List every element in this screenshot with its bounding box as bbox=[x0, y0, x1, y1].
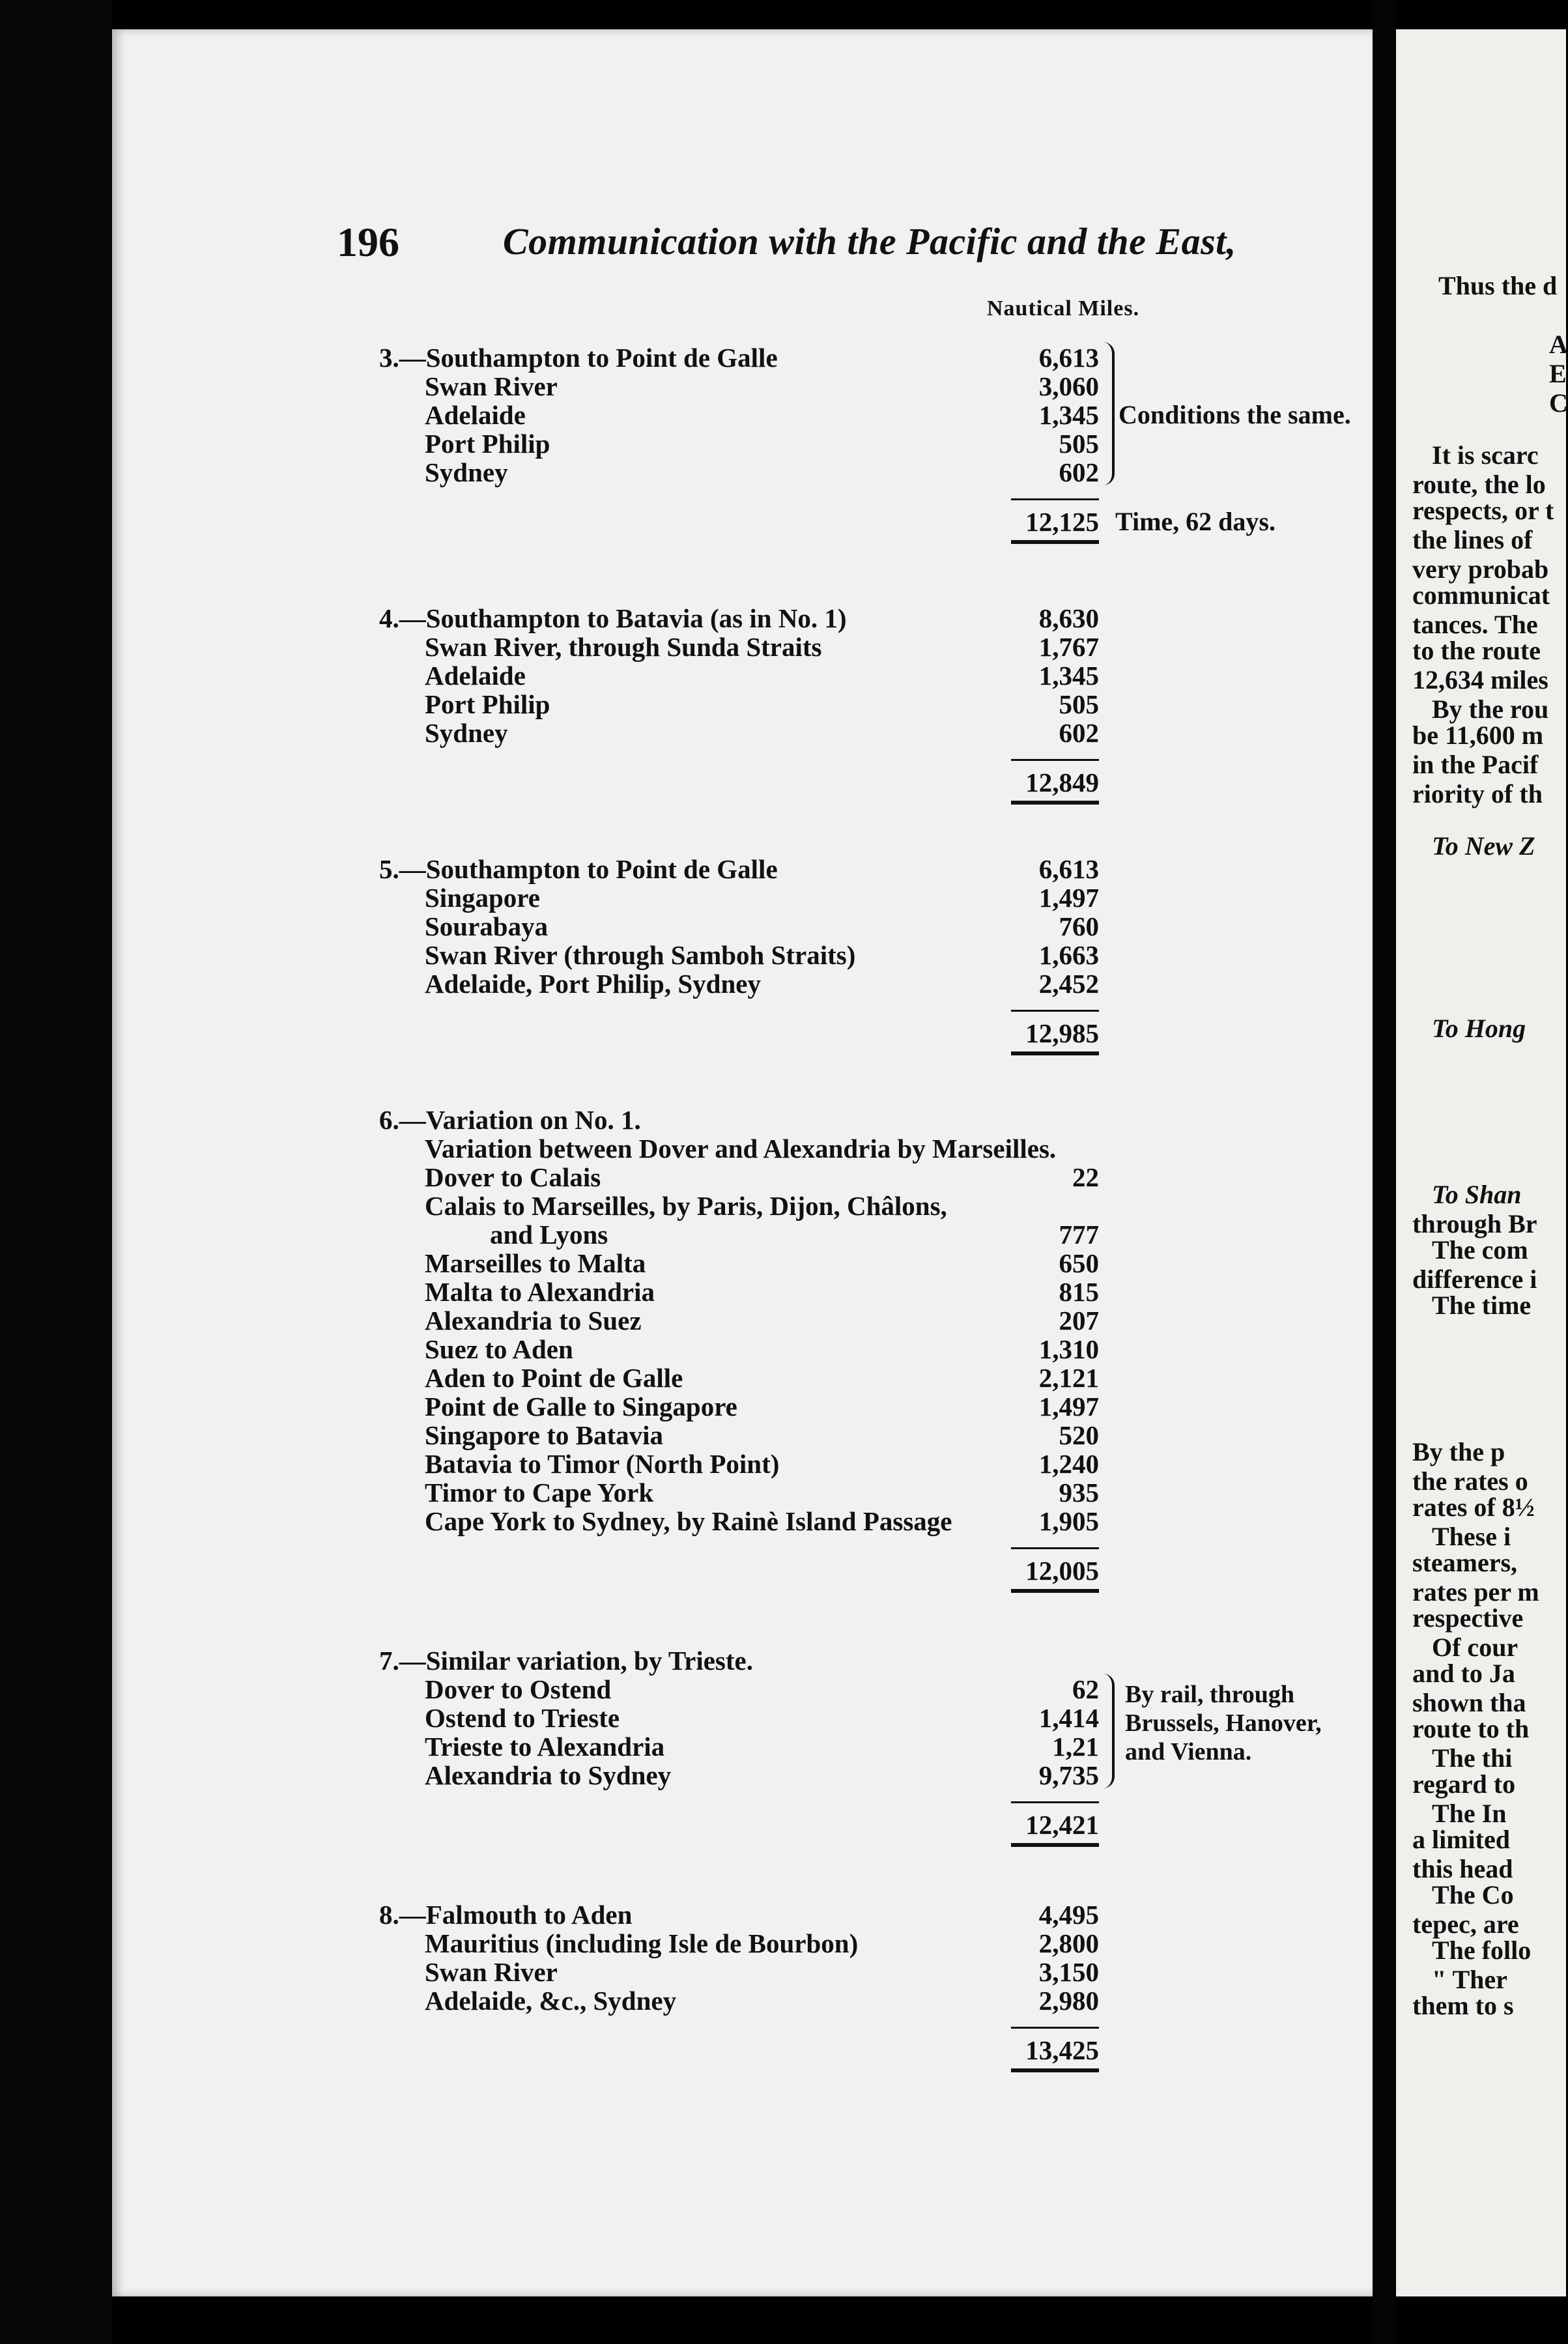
route-row-distance: 2,980 bbox=[1038, 1986, 1099, 2016]
right-page-line: By the p bbox=[1412, 1437, 1505, 1466]
route-row-label: Batavia to Timor (North Point) bbox=[425, 1449, 780, 1479]
right-page-line: and to Ja bbox=[1412, 1659, 1515, 1688]
right-page-line: them to s bbox=[1412, 1991, 1514, 2020]
route-row-label: 6.—Variation on No. 1. bbox=[379, 1105, 641, 1135]
route-row-label: Aden to Point de Galle bbox=[425, 1363, 683, 1393]
right-page-line: The thi bbox=[1432, 1743, 1513, 1773]
route-row-label: Cape York to Sydney, by Rainè Island Passage bbox=[425, 1506, 952, 1536]
route-row-distance: 2,452 bbox=[1038, 969, 1099, 999]
brace-note-line: By rail, through bbox=[1125, 1681, 1295, 1708]
right-page-line: The In bbox=[1432, 1799, 1507, 1828]
route-row-label: Malta to Alexandria bbox=[425, 1277, 655, 1307]
route-row-distance: 650 bbox=[1059, 1248, 1099, 1278]
route-row-label: Point de Galle to Singapore bbox=[425, 1392, 737, 1422]
route-row-label: Mauritius (including Isle de Bourbon) bbox=[425, 1928, 859, 1958]
right-page-line: route, the lo bbox=[1412, 470, 1546, 499]
route-row-distance: 3,150 bbox=[1038, 1957, 1099, 1987]
right-page-line: shown tha bbox=[1412, 1688, 1526, 1717]
route-row-distance: 1,767 bbox=[1038, 632, 1099, 662]
route-total: 12,421 bbox=[1025, 1810, 1099, 1840]
right-page-line: C bbox=[1549, 388, 1568, 418]
route-row-label: Alexandria to Sydney bbox=[425, 1760, 672, 1790]
double-rule bbox=[1011, 1589, 1099, 1593]
route-row-label: Suez to Aden bbox=[425, 1334, 573, 1364]
double-rule bbox=[1011, 1051, 1099, 1055]
right-page-line: To Shan bbox=[1432, 1180, 1522, 1209]
right-page-line: A bbox=[1549, 330, 1568, 359]
right-page-line: this head bbox=[1412, 1854, 1513, 1883]
route-row-distance: 2,800 bbox=[1038, 1928, 1099, 1958]
right-page-line: through Br bbox=[1412, 1209, 1537, 1238]
route-row-distance: 6,613 bbox=[1038, 854, 1099, 884]
sum-rule bbox=[1011, 1801, 1099, 1803]
route-row-label: Swan River bbox=[425, 1957, 558, 1987]
right-page-line: be 11,600 m bbox=[1412, 721, 1544, 750]
double-rule bbox=[1011, 540, 1099, 544]
double-rule bbox=[1011, 2068, 1099, 2072]
route-row-label: Dover to Calais bbox=[425, 1162, 601, 1192]
route-row-distance: 602 bbox=[1059, 718, 1099, 748]
route-row-distance: 8,630 bbox=[1038, 603, 1099, 633]
route-row-label: Adelaide bbox=[425, 400, 526, 430]
right-page-line: The com bbox=[1432, 1235, 1528, 1265]
sum-rule bbox=[1011, 498, 1099, 500]
right-page-line: The Co bbox=[1432, 1880, 1514, 1909]
brace-icon bbox=[1100, 1674, 1115, 1788]
route-row-distance: 9,735 bbox=[1038, 1760, 1099, 1790]
right-page-line: regard to bbox=[1412, 1769, 1516, 1799]
route-row-distance: 4,495 bbox=[1038, 1900, 1099, 1930]
route-row-label: Timor to Cape York bbox=[425, 1478, 654, 1508]
route-row-distance: 505 bbox=[1059, 689, 1099, 719]
right-page-line: tances. The bbox=[1412, 610, 1538, 639]
sum-rule bbox=[1011, 2027, 1099, 2029]
column-header: Nautical Miles. bbox=[987, 296, 1140, 321]
route-row-distance: 1,240 bbox=[1038, 1449, 1099, 1479]
route-total: 13,425 bbox=[1025, 2035, 1099, 2065]
route-row-label: Port Philip bbox=[425, 429, 550, 459]
route-row-label: Sydney bbox=[425, 457, 508, 487]
route-row-label: 5.—Southampton to Point de Galle bbox=[379, 854, 778, 884]
route-row-label: Marseilles to Malta bbox=[425, 1248, 646, 1278]
right-page-line: Of cour bbox=[1432, 1633, 1518, 1662]
right-page-line: It is scarc bbox=[1432, 440, 1539, 470]
route-row-label: Sourabaya bbox=[425, 911, 549, 941]
route-row-distance: 1,21 bbox=[1052, 1732, 1099, 1762]
route-row-distance: 1,905 bbox=[1038, 1506, 1099, 1536]
total-note: Time, 62 days. bbox=[1115, 507, 1276, 536]
route-row-distance: 815 bbox=[1059, 1277, 1099, 1307]
right-page-line: 12,634 miles bbox=[1412, 665, 1548, 694]
route-total: 12,849 bbox=[1025, 767, 1099, 797]
route-row-distance: 3,060 bbox=[1038, 371, 1099, 401]
right-page-line: " Ther bbox=[1432, 1965, 1507, 1994]
route-row-distance: 1,414 bbox=[1038, 1703, 1099, 1733]
route-row-label: Port Philip bbox=[425, 689, 550, 719]
route-row-label: Swan River bbox=[425, 371, 558, 401]
right-page-line: a limited bbox=[1412, 1825, 1510, 1854]
route-row-label: Singapore bbox=[425, 883, 540, 913]
route-row-distance: 1,345 bbox=[1038, 400, 1099, 430]
right-page-line: To New Z bbox=[1432, 831, 1535, 861]
double-rule bbox=[1011, 801, 1099, 805]
route-total: 12,985 bbox=[1025, 1018, 1099, 1048]
route-row-distance: 1,310 bbox=[1038, 1334, 1099, 1364]
sum-rule bbox=[1011, 1547, 1099, 1549]
double-rule bbox=[1011, 1843, 1099, 1847]
route-row-distance: 760 bbox=[1059, 911, 1099, 941]
route-row-label: Sydney bbox=[425, 718, 508, 748]
right-page-line: very probab bbox=[1412, 554, 1549, 584]
left-dark-margin bbox=[0, 0, 112, 2344]
route-row-label: Trieste to Alexandria bbox=[425, 1732, 665, 1762]
route-row-distance: 520 bbox=[1059, 1420, 1099, 1450]
right-page-line: the lines of bbox=[1412, 525, 1533, 554]
route-row-distance: 602 bbox=[1059, 457, 1099, 487]
route-row-distance: 62 bbox=[1072, 1674, 1099, 1704]
route-row-distance: 505 bbox=[1059, 429, 1099, 459]
route-row-distance: 22 bbox=[1072, 1162, 1099, 1192]
right-page-line: steamers, bbox=[1412, 1548, 1518, 1577]
brace-icon bbox=[1100, 342, 1115, 485]
route-row-label: Swan River (through Samboh Straits) bbox=[425, 940, 856, 970]
page-number: 196 bbox=[337, 219, 399, 265]
right-page-line: To Hong bbox=[1432, 1014, 1526, 1043]
sum-rule bbox=[1011, 1010, 1099, 1012]
left-book-page bbox=[112, 29, 1373, 2296]
route-row-label: 4.—Southampton to Batavia (as in No. 1) bbox=[379, 603, 847, 633]
right-page-line: the rates o bbox=[1412, 1466, 1528, 1496]
right-page-line: The time bbox=[1432, 1291, 1532, 1320]
right-page-line: difference i bbox=[1412, 1265, 1537, 1294]
route-total: 12,005 bbox=[1025, 1556, 1099, 1586]
brace-note-line: and Vienna. bbox=[1125, 1738, 1252, 1765]
right-page-line: E bbox=[1549, 359, 1567, 388]
route-row-distance: 777 bbox=[1059, 1220, 1099, 1250]
route-row-distance: 6,613 bbox=[1038, 343, 1099, 373]
route-row-distance: 1,497 bbox=[1038, 1392, 1099, 1422]
right-page-line: rates per m bbox=[1412, 1577, 1539, 1607]
route-row-label: 7.—Similar variation, by Trieste. bbox=[379, 1646, 753, 1676]
route-row-distance: 935 bbox=[1059, 1478, 1099, 1508]
right-page-line: rates of 8½ bbox=[1412, 1493, 1535, 1522]
route-row-label: Dover to Ostend bbox=[425, 1674, 612, 1704]
route-row-label: and Lyons bbox=[490, 1220, 608, 1250]
sum-rule bbox=[1011, 759, 1099, 761]
route-total: 12,125 bbox=[1025, 507, 1099, 537]
route-row-label: Calais to Marseilles, by Paris, Dijon, Châlons, bbox=[425, 1191, 947, 1221]
route-row-label: Adelaide, &c., Sydney bbox=[425, 1986, 677, 2016]
route-row-label: Alexandria to Suez bbox=[425, 1306, 642, 1336]
route-row-label: Ostend to Trieste bbox=[425, 1703, 620, 1733]
right-book-page bbox=[1396, 29, 1566, 2296]
right-page-line: riority of th bbox=[1412, 779, 1543, 808]
brace-note-line: Brussels, Hanover, bbox=[1125, 1709, 1322, 1737]
route-row-label: Adelaide bbox=[425, 661, 526, 691]
right-page-line: respective bbox=[1412, 1603, 1524, 1633]
book-gutter bbox=[1373, 0, 1396, 2344]
right-page-line: These i bbox=[1432, 1522, 1511, 1551]
route-row-distance: 207 bbox=[1059, 1306, 1099, 1336]
right-page-line: respects, or t bbox=[1412, 496, 1554, 525]
route-row-label: Adelaide, Port Philip, Sydney bbox=[425, 969, 761, 999]
running-head: Communication with the Pacific and the East, bbox=[503, 220, 1236, 263]
right-page-line: communicat bbox=[1412, 580, 1550, 610]
right-page-line: By the rou bbox=[1432, 694, 1549, 724]
brace-note: Conditions the same. bbox=[1119, 400, 1351, 429]
route-row-distance: 1,345 bbox=[1038, 661, 1099, 691]
route-row-label: Variation between Dover and Alexandria by Marseilles. bbox=[425, 1134, 1057, 1164]
route-row-distance: 1,497 bbox=[1038, 883, 1099, 913]
right-page-line: Thus the d bbox=[1438, 271, 1558, 300]
right-page-line: tepec, are bbox=[1412, 1909, 1519, 1939]
route-row-label: Singapore to Batavia bbox=[425, 1420, 663, 1450]
right-page-line: The follo bbox=[1432, 1936, 1532, 1965]
route-row-label: 8.—Falmouth to Aden bbox=[379, 1900, 633, 1930]
right-page-line: route to th bbox=[1412, 1714, 1530, 1743]
route-row-label: 3.—Southampton to Point de Galle bbox=[379, 343, 778, 373]
route-row-label: Swan River, through Sunda Straits bbox=[425, 632, 822, 662]
right-page-line: in the Pacif bbox=[1412, 750, 1539, 779]
right-page-line: to the route bbox=[1412, 636, 1541, 665]
route-row-distance: 1,663 bbox=[1038, 940, 1099, 970]
route-row-distance: 2,121 bbox=[1038, 1363, 1099, 1393]
